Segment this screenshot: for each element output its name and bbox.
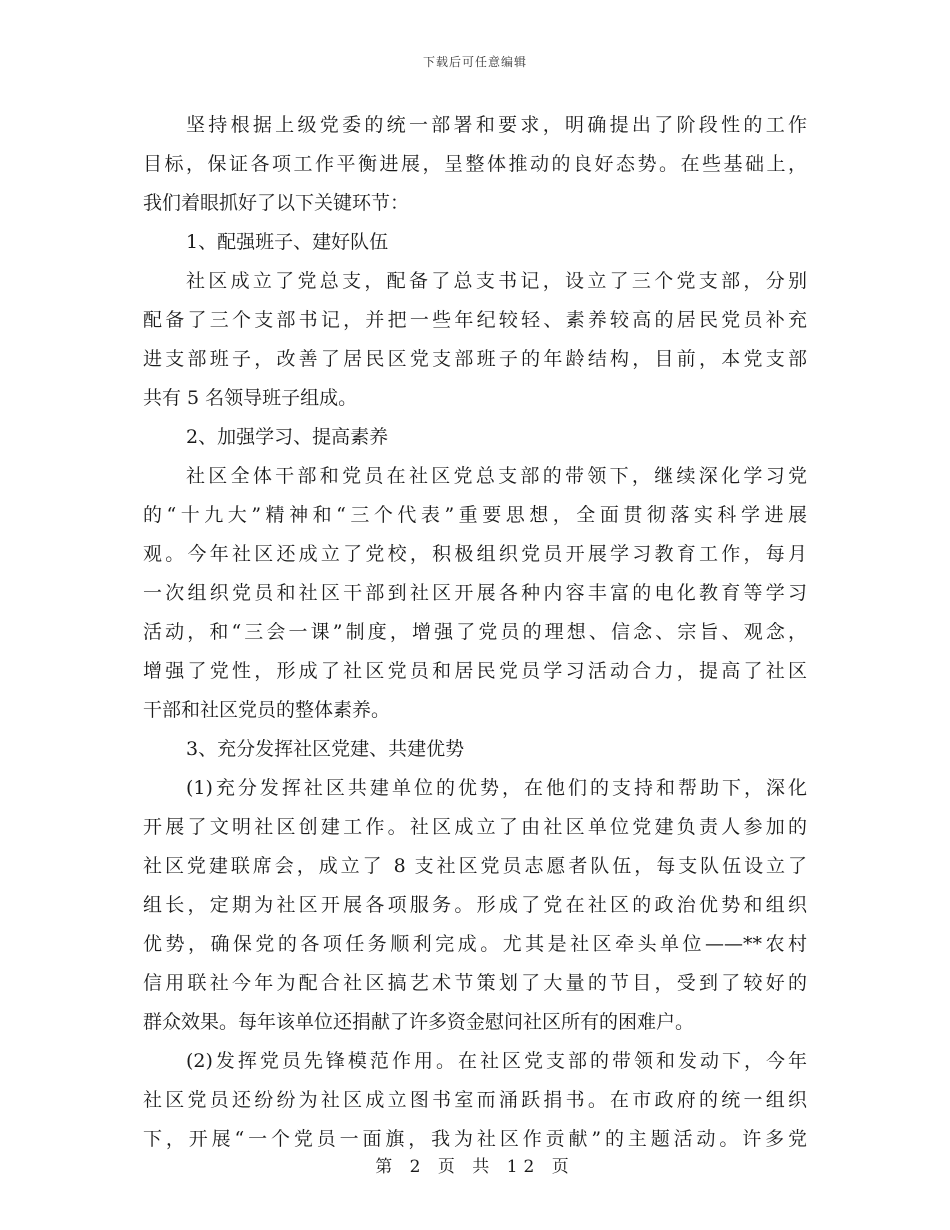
text-line: 社区党建联席会，成立了 8 支社区党员志愿者队伍，每支队伍设立了: [143, 855, 807, 877]
text-line: 活动，和“三会一课”制度，增强了党员的理想、信念、宗旨、观念，: [143, 621, 807, 643]
text-line: 我们着眼抓好了以下关键环节：: [143, 192, 410, 214]
text-line: 组长，定期为社区开展各项服务。形成了党在社区的政治优势和组织: [143, 894, 807, 916]
text-line: 增强了党性，形成了社区党员和居民党员学习活动合力，提高了社区: [143, 660, 807, 682]
text-line: 下，开展“一个党员一面旗，我为社区作贡献”的主题活动。许多党: [143, 1128, 807, 1150]
text-line: 信用联社今年为配合社区搞艺术节策划了大量的节目，受到了较好的: [143, 972, 807, 994]
text-line: 1、配强班子、建好队伍: [186, 231, 389, 253]
page-header: 下载后可任意编辑: [422, 55, 527, 69]
text-line: 共有 5 名领导班子组成。: [143, 387, 358, 409]
text-line: (1)充分发挥社区共建单位的优势，在他们的支持和帮助下，深化: [186, 777, 807, 799]
text-line: 观。今年社区还成立了党校，积极组织党员开展学习教育工作，每月: [143, 543, 807, 565]
text-line: 群众效果。每年该单位还捐献了许多资金慰问社区所有的困难户。: [143, 1011, 695, 1033]
page-number: 第 2 页 共 12 页: [375, 1157, 575, 1177]
text-line: 3、充分发挥社区党建、共建优势: [186, 738, 465, 760]
text-line: 目标，保证各项工作平衡进展，呈整体推动的良好态势。在些基础上，: [143, 153, 807, 175]
text-line: 社区全体干部和党员在社区党总支部的带领下，继续深化学习党: [186, 465, 807, 487]
text-line: 坚持根据上级党委的统一部署和要求，明确提出了阶段性的工作: [186, 114, 807, 136]
text-line: 社区党员还纷纷为社区成立图书室而涌跃捐书。在市政府的统一组织: [143, 1089, 807, 1111]
text-line: 配备了三个支部书记，并把一些年纪较轻、素养较高的居民党员补充: [143, 309, 807, 331]
text-line: (2)发挥党员先锋模范作用。在社区党支部的带领和发动下，今年: [186, 1050, 807, 1072]
text-line: 干部和社区党员的整体素养。: [143, 699, 391, 721]
text-line: 2、加强学习、提高素养: [186, 426, 389, 448]
document-body: [143, 106, 807, 1159]
text-line: 的“十九大”精神和“三个代表”重要思想，全面贯彻落实科学进展: [143, 504, 807, 526]
text-line: 开展了文明社区创建工作。社区成立了由社区单位党建负责人参加的: [143, 816, 807, 838]
text-line: 社区成立了党总支，配备了总支书记，设立了三个党支部，分别: [186, 270, 807, 292]
text-line: 优势，确保党的各项任务顺利完成。尤其是社区牵头单位——**农村: [143, 933, 807, 955]
text-line: 进支部班子，改善了居民区党支部班子的年龄结构，目前，本党支部: [143, 348, 807, 370]
text-line: 一次组织党员和社区干部到社区开展各种内容丰富的电化教育等学习: [143, 582, 807, 604]
